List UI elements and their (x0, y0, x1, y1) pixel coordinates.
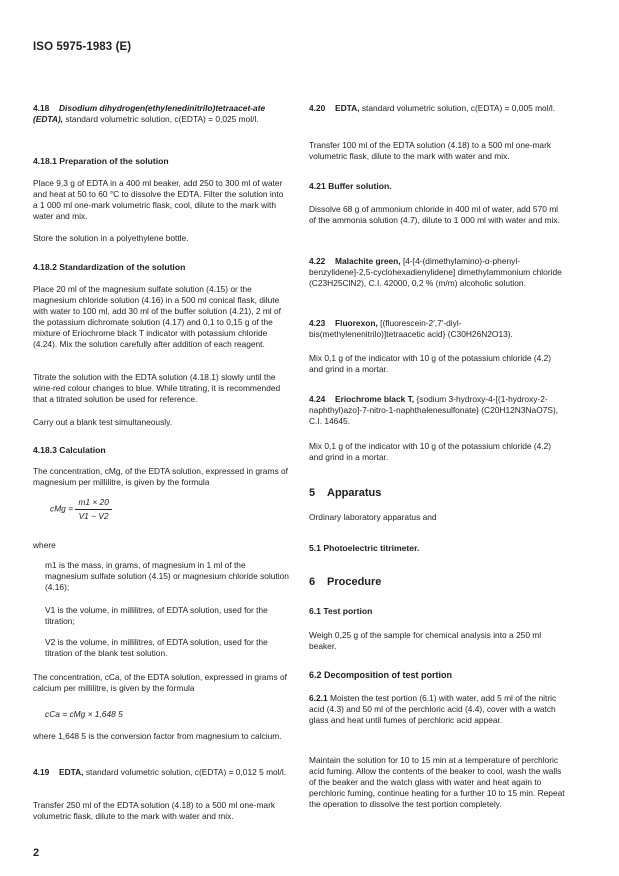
paragraph: Maintain the solution for 10 to 15 min at a temperature of perchloric acid fuming. Allow the contents of the beaker to cool, wash the walls of the beaker and the watch glass with water and heat again to perchloric fuming, continue heating for a further 10 to 15 min. Repeat the operation to dissolve the test portion completely. (309, 755, 565, 809)
section-title: Fluorexon, (335, 318, 378, 328)
section-number: 4.23 (309, 318, 326, 328)
paragraph: Place 20 ml of the magnesium sulfate solution (4.15) or the magnesium chloride solution (4.16) in a 500 ml conical flask, dilute with water to 100 ml, add 30 ml of the buffer solution (4.21), 2 ml of the potassium dichromate solution (4.17) and 0,1 to 0,15 g of the mixture of Eriochrome black T indicator with potassium chloride (4.24). Mix the solution carefully after addition of each reagent. (33, 284, 281, 349)
heading-4-18-1: 4.18.1 Preparation of the solution (33, 156, 169, 166)
heading-4-18-2: 4.18.2 Standardization of the solution (33, 262, 186, 272)
definition-v2: V2 is the volume, in millilitres, of EDTA solution, used for the titration of the blank test solution. (45, 637, 268, 658)
section-desc: standard volumetric solution, c(EDTA) = 0,012 5 mol/l. (85, 767, 287, 777)
formula-2: cCa = cMg × 1,648 5 (45, 709, 123, 719)
section-desc: standard volumetric solution, c(EDTA) = 0,025 mol/l. (65, 113, 259, 124)
section-4-24 (309, 394, 565, 427)
document-header: ISO 5975-1983 (E) (33, 41, 132, 53)
where-label: where (33, 540, 56, 550)
section-title: EDTA, (59, 767, 84, 777)
paragraph: Carry out a blank test simultaneously. (33, 417, 173, 427)
heading-5 (309, 486, 381, 500)
heading-4-21: 4.21 Buffer solution. (309, 181, 392, 191)
section-number: 5 (309, 487, 316, 499)
section-4-18 (33, 103, 289, 125)
section-title: EDTA, (335, 103, 360, 113)
fraction (75, 497, 112, 522)
section-number: 4.22 (309, 256, 326, 266)
paragraph: Transfer 250 ml of the EDTA solution (4.18) to a 500 ml one-mark volumetric flask, dilute to the mark with water and mix. (33, 800, 276, 821)
section-title: Apparatus (327, 487, 382, 499)
formula-1 (50, 497, 250, 522)
formula-lhs: cMg = (50, 503, 74, 514)
section-title: Disodium dihydrogen(ethylenedinitrilo)tetraacet-ate (EDTA), (33, 103, 266, 124)
section-number: 4.24 (309, 394, 326, 404)
section-number: 6 (309, 576, 316, 588)
section-desc: Moisten the test portion (6.1) with water, add 5 ml of the nitric acid (4.3) and 50 ml of the perchloric acid (4.4), cover with a watch glass and heat until fumes of perchloric acid appear. (309, 693, 557, 725)
paragraph: Store the solution in a polyethylene bottle. (33, 233, 189, 243)
section-desc: standard volumetric solution, c(EDTA) = 0,005 mol/l. (361, 103, 556, 113)
section-desc: {sodium 3-hydroxy-4-[(1-hydroxy-2-naphthyl)azo]-7-nitro-1-naphthalenesulfonate} (C20H12N3NaO7S), C.I. 14645. (309, 394, 559, 426)
section-desc: [4-[4-(dimethylamino)-α-phenyl-benzylidene]-2,5-cyclohexadienylidene] dimethylammonium chloride (C23H25ClN2), C.I. 42000, 0,2 % (m/m) alcoholic solution. (309, 256, 562, 288)
section-number: 4.18 (33, 103, 50, 113)
paragraph: where 1,648 5 is the conversion factor from magnesium to calcium. (33, 731, 282, 741)
section-4-19 (33, 767, 289, 778)
section-number: 4.20 (309, 103, 326, 113)
paragraph: Transfer 100 ml of the EDTA solution (4.18) to a 500 ml one-mark volumetric flask, dilute to the mark with water and mix. (309, 140, 552, 161)
definition-m1: m1 is the mass, in grams, of magnesium in 1 ml of the magnesium sulfate solution (4.15) or magnesium chloride solution (4.16); (45, 560, 289, 592)
section-title: Eriochrome black T, (335, 394, 415, 404)
paragraph: Mix 0,1 g of the indicator with 10 g of the potassium chloride (4.2) and grind in a mortar. (309, 441, 552, 462)
section-4-22 (309, 256, 565, 289)
paragraph: The concentration, cCa, of the EDTA solution, expressed in grams of calcium per millilitre, is given by the formula (33, 672, 288, 693)
paragraph: Mix 0,1 g of the indicator with 10 g of the potassium chloride (4.2) and grind in a mortar. (309, 353, 552, 374)
paragraph: Titrate the solution with the EDTA solution (4.18.1) slowly until the wine-red colour changes to blue. While titrating, it is recommended that a titrated solution be used for reference. (33, 372, 281, 404)
page-number: 2 (33, 847, 40, 859)
section-4-20 (309, 103, 565, 114)
numerator: m1 × 20 (75, 497, 112, 510)
heading-5-1: 5.1 Photoelectric titrimeter. (309, 543, 420, 553)
section-6-2-1 (309, 693, 565, 726)
definition-v1: V1 is the volume, in millilitres, of EDTA solution, used for the titration; (45, 605, 268, 626)
heading-6 (309, 575, 381, 589)
paragraph: Ordinary laboratory apparatus and (309, 512, 437, 522)
heading-6-1: 6.1 Test portion (309, 606, 373, 616)
denominator: V1 − V2 (78, 510, 109, 521)
section-number: 6.2.1 (309, 693, 328, 703)
paragraph: Place 9,3 g of EDTA in a 400 ml beaker, add 250 to 300 ml of water and heat at 50 to 60 °C to dissolve the EDTA. Filter the solution into a 1 000 ml one-mark volumetric flask, cool, dilute to the mark with water and mix. (33, 178, 284, 221)
paragraph: Dissolve 68 g of ammonium chloride in 400 ml of water, add 570 ml of the ammonia solution (4.7), dilute to 1 000 ml with water and mix. (309, 204, 560, 225)
section-desc: [(fluorescein-2′,7′-diyl-bis(methylenenitrilo)]tetraacetic acid} (C30H26N2O13). (309, 318, 513, 339)
paragraph: Weigh 0,25 g of the sample for chemical analysis into a 250 ml beaker. (309, 630, 542, 651)
paragraph: The concentration, cMg, of the EDTA solution, expressed in grams of magnesium per millilitre, is given by the formula (33, 466, 288, 487)
section-title: Malachite green, (335, 256, 401, 266)
section-number: 4.19 (33, 767, 50, 777)
section-title: Procedure (327, 576, 382, 588)
section-4-23 (309, 318, 565, 340)
heading-6-2: 6.2 Decomposition of test portion (309, 670, 453, 680)
heading-4-18-3: 4.18.3 Calculation (33, 445, 106, 455)
